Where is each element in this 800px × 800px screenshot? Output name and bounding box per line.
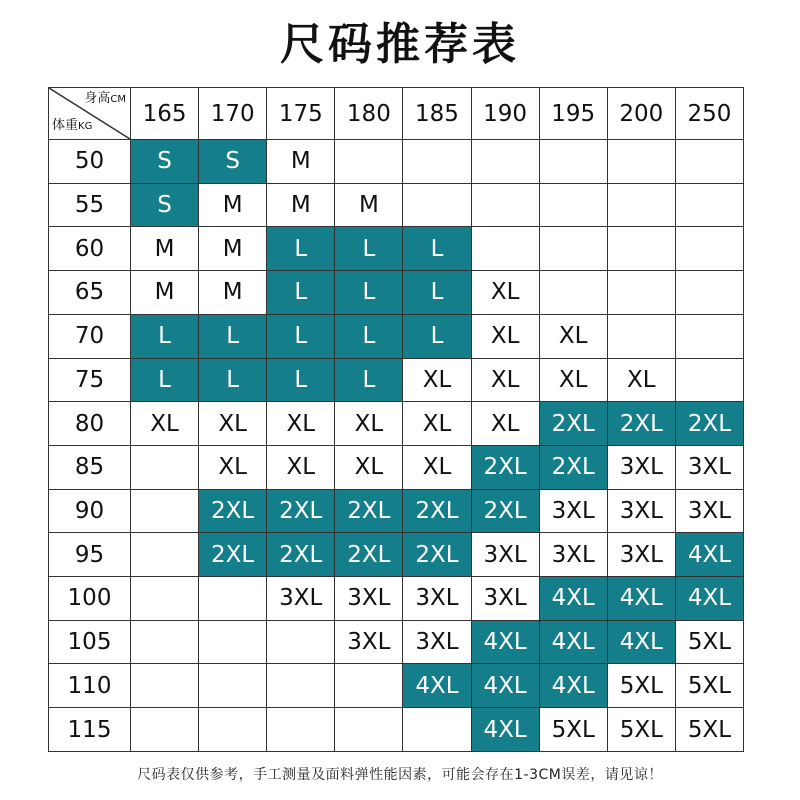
size-cell: 2XL: [471, 489, 539, 533]
size-cell: 5XL: [675, 708, 743, 752]
size-chart-table: [48, 87, 744, 752]
size-cell: 2XL: [199, 533, 267, 577]
size-cell: 4XL: [607, 577, 675, 621]
size-cell: 3XL: [607, 489, 675, 533]
size-cell: L: [267, 227, 335, 271]
size-cell: 4XL: [403, 664, 471, 708]
size-cell: [607, 314, 675, 358]
table-row: [49, 358, 744, 402]
size-cell: XL: [539, 314, 607, 358]
size-cell: [607, 140, 675, 184]
size-cell: S: [131, 140, 199, 184]
size-cell: XL: [471, 358, 539, 402]
weight-header-85: 85: [49, 445, 131, 489]
table-row: [49, 183, 744, 227]
table-row: [49, 664, 744, 708]
size-cell: 3XL: [607, 533, 675, 577]
size-cell: [607, 271, 675, 315]
size-cell: L: [267, 271, 335, 315]
size-cell: [267, 664, 335, 708]
size-cell: [131, 533, 199, 577]
height-header-170: 170: [199, 88, 267, 140]
size-cell: [539, 140, 607, 184]
size-cell: L: [335, 358, 403, 402]
size-cell: M: [199, 227, 267, 271]
size-cell: 3XL: [471, 577, 539, 621]
weight-header-50: 50: [49, 140, 131, 184]
size-cell: L: [335, 314, 403, 358]
page-title: 尺码推荐表: [280, 19, 520, 70]
size-cell: [131, 664, 199, 708]
size-cell: 2XL: [403, 533, 471, 577]
size-cell: 2XL: [267, 533, 335, 577]
size-cell: 2XL: [335, 489, 403, 533]
size-cell: 4XL: [675, 533, 743, 577]
weight-header-110: 110: [49, 664, 131, 708]
size-cell: [267, 620, 335, 664]
size-cell: L: [267, 314, 335, 358]
size-cell: [403, 183, 471, 227]
size-cell: 3XL: [403, 577, 471, 621]
size-cell: M: [131, 271, 199, 315]
size-cell: L: [131, 314, 199, 358]
weight-axis-label: 体重KG: [52, 118, 93, 133]
size-cell: [335, 140, 403, 184]
weight-header-70: 70: [49, 314, 131, 358]
size-cell: L: [403, 271, 471, 315]
size-cell: 4XL: [607, 620, 675, 664]
size-cell: 5XL: [539, 708, 607, 752]
height-header-250: 250: [675, 88, 743, 140]
weight-header-60: 60: [49, 227, 131, 271]
table-row: [49, 533, 744, 577]
size-cell: 4XL: [471, 664, 539, 708]
size-cell: XL: [403, 445, 471, 489]
size-cell: [131, 708, 199, 752]
weight-header-75: 75: [49, 358, 131, 402]
size-cell: 2XL: [199, 489, 267, 533]
size-cell: 4XL: [539, 620, 607, 664]
weight-header-90: 90: [49, 489, 131, 533]
table-row: [49, 708, 744, 752]
size-cell: XL: [335, 445, 403, 489]
size-cell: [675, 314, 743, 358]
size-cell: L: [403, 314, 471, 358]
height-axis-label: 身高CM: [84, 91, 126, 106]
size-cell: 2XL: [607, 402, 675, 446]
size-cell: 3XL: [539, 489, 607, 533]
size-cell: L: [131, 358, 199, 402]
size-cell: M: [267, 183, 335, 227]
size-cell: 5XL: [675, 664, 743, 708]
height-header-180: 180: [335, 88, 403, 140]
size-cell: 3XL: [675, 489, 743, 533]
size-cell: 4XL: [471, 620, 539, 664]
size-cell: 4XL: [471, 708, 539, 752]
table-row: [49, 271, 744, 315]
size-cell: 3XL: [675, 445, 743, 489]
size-cell: [539, 227, 607, 271]
size-cell: [131, 620, 199, 664]
size-cell: [199, 664, 267, 708]
size-cell: 3XL: [335, 620, 403, 664]
size-cell: 5XL: [607, 708, 675, 752]
size-cell: 2XL: [267, 489, 335, 533]
size-cell: L: [335, 227, 403, 271]
footnote: 尺码表仅供参考，手工测量及面料弹性能因素，可能会存在1-3CM误差，请见谅！: [137, 767, 663, 783]
size-cell: L: [403, 227, 471, 271]
size-cell: 4XL: [675, 577, 743, 621]
weight-header-65: 65: [49, 271, 131, 315]
height-header-185: 185: [403, 88, 471, 140]
size-cell: [335, 708, 403, 752]
size-cell: [131, 577, 199, 621]
size-cell: [675, 358, 743, 402]
size-cell: 3XL: [607, 445, 675, 489]
size-cell: XL: [403, 402, 471, 446]
table-row: [49, 577, 744, 621]
size-cell: S: [199, 140, 267, 184]
size-cell: [471, 140, 539, 184]
size-cell: 2XL: [675, 402, 743, 446]
size-cell: [539, 183, 607, 227]
weight-header-95: 95: [49, 533, 131, 577]
size-cell: 3XL: [539, 533, 607, 577]
size-cell: [199, 708, 267, 752]
size-cell: XL: [131, 402, 199, 446]
height-header-195: 195: [539, 88, 607, 140]
size-cell: XL: [335, 402, 403, 446]
size-cell: [335, 664, 403, 708]
size-cell: 5XL: [607, 664, 675, 708]
table-row: [49, 489, 744, 533]
table-row: [49, 314, 744, 358]
size-cell: [471, 183, 539, 227]
size-cell: 5XL: [675, 620, 743, 664]
size-cell: L: [267, 358, 335, 402]
height-header-165: 165: [131, 88, 199, 140]
size-cell: XL: [539, 358, 607, 402]
size-cell: 2XL: [335, 533, 403, 577]
size-cell: [199, 577, 267, 621]
table-row: [49, 402, 744, 446]
size-cell: 2XL: [403, 489, 471, 533]
size-cell: 3XL: [403, 620, 471, 664]
table-row: [49, 140, 744, 184]
size-cell: 4XL: [539, 664, 607, 708]
size-cell: 2XL: [471, 445, 539, 489]
size-cell: [403, 708, 471, 752]
size-cell: [131, 489, 199, 533]
size-cell: M: [335, 183, 403, 227]
size-cell: XL: [199, 402, 267, 446]
size-cell: M: [199, 183, 267, 227]
size-cell: XL: [471, 271, 539, 315]
size-cell: L: [199, 358, 267, 402]
weight-header-115: 115: [49, 708, 131, 752]
height-header-200: 200: [607, 88, 675, 140]
size-cell: [267, 708, 335, 752]
size-cell: XL: [199, 445, 267, 489]
size-cell: [675, 227, 743, 271]
header-row: [49, 88, 744, 140]
weight-header-105: 105: [49, 620, 131, 664]
size-cell: [199, 620, 267, 664]
size-cell: M: [267, 140, 335, 184]
size-cell: 2XL: [539, 402, 607, 446]
size-cell: S: [131, 183, 199, 227]
size-cell: [607, 183, 675, 227]
size-cell: XL: [403, 358, 471, 402]
size-cell: XL: [267, 445, 335, 489]
table-row: [49, 445, 744, 489]
size-cell: [675, 183, 743, 227]
weight-header-80: 80: [49, 402, 131, 446]
size-cell: XL: [267, 402, 335, 446]
corner-cell: [49, 88, 131, 140]
size-cell: [675, 140, 743, 184]
size-cell: 3XL: [335, 577, 403, 621]
size-cell: M: [131, 227, 199, 271]
table-row: [49, 227, 744, 271]
size-cell: XL: [471, 402, 539, 446]
size-cell: L: [335, 271, 403, 315]
height-header-190: 190: [471, 88, 539, 140]
weight-header-55: 55: [49, 183, 131, 227]
size-cell: XL: [471, 314, 539, 358]
size-cell: M: [199, 271, 267, 315]
size-cell: 3XL: [267, 577, 335, 621]
size-cell: 2XL: [539, 445, 607, 489]
size-cell: [607, 227, 675, 271]
size-cell: [471, 227, 539, 271]
size-cell: [539, 271, 607, 315]
size-cell: [403, 140, 471, 184]
size-cell: L: [199, 314, 267, 358]
size-cell: 3XL: [471, 533, 539, 577]
size-cell: [131, 445, 199, 489]
size-cell: 4XL: [539, 577, 607, 621]
height-header-175: 175: [267, 88, 335, 140]
table-row: [49, 620, 744, 664]
weight-header-100: 100: [49, 577, 131, 621]
size-cell: XL: [607, 358, 675, 402]
size-cell: [675, 271, 743, 315]
